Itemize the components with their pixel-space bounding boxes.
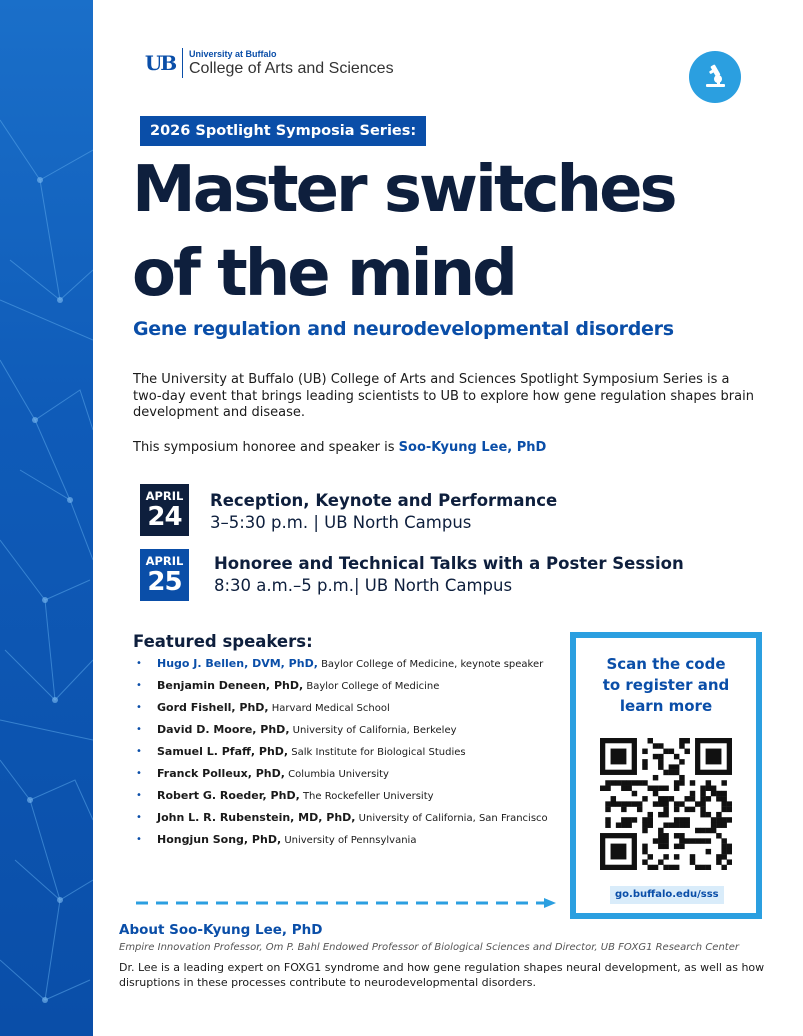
qr-module (690, 791, 695, 796)
qr-module (632, 780, 637, 785)
list-item (133, 768, 553, 781)
speaker-affiliation: Salk Institute for Biological Studies (288, 747, 466, 758)
qr-module (663, 749, 668, 754)
qr-module (605, 822, 610, 827)
event-text (210, 490, 557, 534)
qr-module (648, 854, 653, 859)
qr-module (679, 738, 684, 743)
qr-module (695, 828, 700, 833)
qr-module (679, 822, 684, 827)
qr-module (642, 828, 647, 833)
qr-module (648, 822, 653, 827)
qr-module (605, 801, 610, 806)
qr-module (632, 801, 637, 806)
speaker-affiliation: University of California, San Francisco (355, 813, 548, 824)
date-day: 24 (147, 501, 182, 532)
qr-module (700, 865, 705, 870)
list-item (133, 746, 553, 759)
qr-module (690, 796, 695, 801)
qr-module (706, 796, 711, 801)
qr-module (642, 817, 647, 822)
qr-module (721, 838, 726, 843)
qr-module (658, 801, 663, 806)
qr-module (700, 812, 705, 817)
qr-module (669, 796, 674, 801)
qr-module (674, 780, 679, 785)
qr-module (721, 796, 726, 801)
date-month: APRIL (145, 553, 184, 568)
qr-module (706, 812, 711, 817)
qr-module (658, 812, 663, 817)
qr-module (721, 854, 726, 859)
logo-text (189, 49, 394, 78)
qr-module (669, 770, 674, 775)
qr-module (690, 854, 695, 859)
qr-module (700, 807, 705, 812)
speakers-heading: Featured speakers: (133, 632, 313, 651)
qr-module (706, 849, 711, 854)
qr-module (642, 749, 647, 754)
register-heading-line: to register and (602, 676, 730, 694)
qr-module (621, 822, 626, 827)
qr-module (658, 828, 663, 833)
qr-module (679, 759, 684, 764)
qr-module (716, 791, 721, 796)
qr-module (642, 849, 647, 854)
qr-module (700, 801, 705, 806)
qr-module (621, 807, 626, 812)
event-detail: 3–5:30 p.m. | UB North Campus (210, 513, 472, 532)
qr-module (663, 807, 668, 812)
qr-module (658, 764, 663, 769)
list-item (133, 790, 553, 803)
qr-module (658, 796, 663, 801)
qr-module (690, 780, 695, 785)
speaker-name: Robert G. Roeder, PhD, (157, 789, 300, 802)
qr-module (679, 780, 684, 785)
qr-module (658, 838, 663, 843)
qr-module (690, 838, 695, 843)
qr-module (679, 817, 684, 822)
qr-module (653, 775, 658, 780)
qr-module (653, 838, 658, 843)
qr-module (679, 838, 684, 843)
qr-module (669, 749, 674, 754)
qr-module (695, 838, 700, 843)
qr-module (648, 865, 653, 870)
qr-module (727, 817, 732, 822)
dashed-arrow-icon (136, 896, 560, 910)
qr-module (679, 743, 684, 748)
qr-module (721, 791, 726, 796)
event-2 (140, 549, 684, 601)
qr-module (642, 822, 647, 827)
logo-divider (182, 48, 183, 78)
about-role: Empire Innovation Professor, Om P. Bahl Endowed Professor of Biological Sciences and Director, UB FOXG1 Research Center (119, 942, 739, 953)
qr-module (721, 780, 726, 785)
qr-module (663, 865, 668, 870)
qr-module (679, 833, 684, 838)
qr-module (706, 828, 711, 833)
qr-module (721, 849, 726, 854)
qr-module (663, 770, 668, 775)
qr-module (605, 817, 610, 822)
qr-code[interactable] (600, 738, 732, 870)
list-item (133, 702, 553, 715)
qr-module (700, 791, 705, 796)
qr-module (669, 865, 674, 870)
speaker-name: Hongjun Song, PhD, (157, 833, 282, 846)
qr-module (605, 786, 610, 791)
qr-module (653, 791, 658, 796)
qr-module (716, 796, 721, 801)
honoree-name: Soo-Kyung Lee, PhD (398, 440, 547, 455)
microscope-icon-glyph (700, 62, 730, 92)
qr-module (658, 754, 663, 759)
qr-module (658, 743, 663, 748)
qr-module (716, 833, 721, 838)
qr-module (716, 817, 721, 822)
qr-module (706, 786, 711, 791)
speaker-name: Gord Fishell, PhD, (157, 701, 269, 714)
qr-finder (611, 844, 627, 860)
qr-module (653, 754, 658, 759)
college-name: College of Arts and Sciences (189, 59, 394, 77)
qr-module (700, 828, 705, 833)
qr-module (653, 865, 658, 870)
qr-module (626, 822, 631, 827)
qr-module (663, 822, 668, 827)
qr-module (706, 838, 711, 843)
speaker-name: Samuel L. Pfaff, PhD, (157, 745, 289, 758)
qr-module (706, 865, 711, 870)
register-url-link[interactable]: go.buffalo.edu/sss (610, 886, 724, 904)
qr-module (721, 822, 726, 827)
qr-module (648, 738, 653, 743)
speaker-name: Hugo J. Bellen, DVM, PhD, (157, 657, 318, 670)
qr-module (684, 822, 689, 827)
qr-module (684, 817, 689, 822)
qr-module (690, 807, 695, 812)
qr-module (674, 786, 679, 791)
honoree-prefix: This symposium honoree and speaker is (133, 440, 399, 455)
qr-module (674, 770, 679, 775)
qr-module (663, 844, 668, 849)
qr-module (637, 780, 642, 785)
about-body: Dr. Lee is a leading expert on FOXG1 syndrome and how gene regulation shapes neural development, as well as how disruptions in these processes contribute to neurodevelopmental disorders. (119, 961, 765, 989)
qr-module (684, 749, 689, 754)
speaker-affiliation: University of Pennsylvania (281, 835, 417, 846)
subtitle: Gene regulation and neurodevelopmental disorders (133, 318, 674, 340)
date-badge (140, 484, 189, 536)
qr-module (669, 822, 674, 827)
qr-module (642, 759, 647, 764)
qr-module (700, 838, 705, 843)
qr-module (611, 796, 616, 801)
qr-module (711, 791, 716, 796)
event-detail: 8:30 a.m.–5 p.m.| UB North Campus (214, 576, 513, 595)
speaker-name: Benjamin Deneen, PhD, (157, 679, 304, 692)
honoree-line (133, 440, 546, 455)
qr-module (674, 833, 679, 838)
qr-module (674, 844, 679, 849)
qr-module (716, 812, 721, 817)
qr-module (721, 865, 726, 870)
qr-module (658, 833, 663, 838)
qr-module (690, 859, 695, 864)
qr-module (721, 807, 726, 812)
qr-module (653, 801, 658, 806)
qr-module (600, 786, 605, 791)
speaker-affiliation: The Rockefeller University (299, 791, 434, 802)
page-title (132, 148, 772, 316)
qr-module (674, 807, 679, 812)
qr-module (663, 838, 668, 843)
title-line-2: of the mind (132, 237, 515, 311)
qr-module (716, 854, 721, 859)
ub-logo-mark: UB (144, 51, 176, 75)
qr-module (727, 801, 732, 806)
qr-module (727, 849, 732, 854)
qr-module (621, 780, 626, 785)
title-line-1: Master switches (132, 153, 675, 227)
qr-module (700, 796, 705, 801)
list-item (133, 834, 553, 847)
qr-module (616, 822, 621, 827)
about-heading: About Soo-Kyung Lee, PhD (119, 922, 323, 938)
qr-module (648, 786, 653, 791)
qr-module (632, 817, 637, 822)
speaker-name: John L. R. Rubenstein, MD, PhD, (157, 811, 356, 824)
qr-module (663, 812, 668, 817)
qr-module (684, 838, 689, 843)
qr-module (711, 822, 716, 827)
qr-module (648, 812, 653, 817)
qr-module (658, 759, 663, 764)
qr-module (721, 844, 726, 849)
qr-module (642, 780, 647, 785)
qr-module (626, 780, 631, 785)
qr-module (653, 786, 658, 791)
qr-module (679, 844, 684, 849)
qr-module (653, 743, 658, 748)
event-1 (140, 484, 557, 536)
speaker-name: David D. Moore, PhD, (157, 723, 290, 736)
speaker-affiliation: Baylor College of Medicine (303, 681, 440, 692)
qr-module (621, 817, 626, 822)
qr-module (658, 786, 663, 791)
qr-module (605, 780, 610, 785)
qr-module (616, 801, 621, 806)
speaker-affiliation: Harvard Medical School (268, 703, 390, 714)
qr-module (669, 764, 674, 769)
list-item (133, 724, 553, 737)
qr-module (674, 754, 679, 759)
qr-module (711, 786, 716, 791)
qr-module (626, 786, 631, 791)
speaker-name: Franck Polleux, PhD, (157, 767, 285, 780)
qr-module (674, 854, 679, 859)
qr-module (626, 817, 631, 822)
qr-module (626, 801, 631, 806)
date-month: APRIL (145, 488, 184, 503)
qr-module (637, 801, 642, 806)
date-badge (140, 549, 189, 601)
qr-finder (706, 749, 722, 765)
qr-module (674, 822, 679, 827)
qr-module (679, 801, 684, 806)
qr-module (605, 807, 610, 812)
list-item (133, 812, 553, 825)
qr-module (611, 780, 616, 785)
qr-module (648, 817, 653, 822)
qr-module (695, 801, 700, 806)
qr-module (663, 796, 668, 801)
qr-module (621, 786, 626, 791)
qr-module (684, 796, 689, 801)
qr-module (663, 801, 668, 806)
series-label: 2026 Spotlight Symposia Series: (140, 116, 426, 146)
qr-module (706, 780, 711, 785)
event-title: Honoree and Technical Talks with a Poster Session (214, 554, 684, 573)
qr-module (679, 775, 684, 780)
event-text (214, 553, 684, 597)
qr-module (727, 859, 732, 864)
qr-module (632, 791, 637, 796)
qr-module (727, 807, 732, 812)
qr-module (642, 796, 647, 801)
qr-module (716, 859, 721, 864)
register-heading (576, 654, 756, 717)
speaker-affiliation: Columbia University (284, 769, 389, 780)
qr-module (611, 801, 616, 806)
qr-module (663, 833, 668, 838)
date-day: 25 (147, 566, 182, 597)
qr-module (642, 844, 647, 849)
qr-module (663, 854, 668, 859)
list-item (133, 680, 553, 693)
qr-module (674, 764, 679, 769)
qr-module (616, 780, 621, 785)
register-heading-line: learn more (619, 697, 713, 715)
microscope-icon (689, 51, 741, 103)
qr-module (721, 817, 726, 822)
qr-module (674, 817, 679, 822)
university-logo (142, 48, 394, 78)
qr-module (684, 807, 689, 812)
qr-finder (611, 749, 627, 765)
list-item (133, 658, 553, 671)
qr-module (621, 801, 626, 806)
qr-module (674, 801, 679, 806)
speakers-list (133, 658, 553, 856)
qr-module (658, 859, 663, 864)
qr-module (642, 859, 647, 864)
qr-module (663, 786, 668, 791)
qr-module (721, 801, 726, 806)
intro-paragraph: The University at Buffalo (UB) College of Arts and Sciences Spotlight Symposium Series is a two-day event that brings leading scientists to UB to explore how gene regulation shapes brain development and disease. (133, 372, 754, 420)
event-title: Reception, Keynote and Performance (210, 491, 558, 510)
qr-module (727, 844, 732, 849)
register-heading-line: Scan the code (606, 655, 726, 673)
qr-module (711, 817, 716, 822)
qr-module (642, 764, 647, 769)
side-decorative-band (0, 0, 93, 1036)
qr-module (711, 828, 716, 833)
qr-module (695, 865, 700, 870)
speaker-affiliation: Baylor College of Medicine, keynote speaker (317, 659, 544, 670)
qr-module (658, 844, 663, 849)
qr-module (674, 865, 679, 870)
qr-module (637, 807, 642, 812)
qr-module (700, 786, 705, 791)
university-name: University at Buffalo (189, 48, 277, 59)
speaker-affiliation: University of California, Berkeley (289, 725, 457, 736)
neural-network-pattern (0, 0, 93, 1036)
qr-module (716, 822, 721, 827)
qr-module (684, 738, 689, 743)
register-box (570, 632, 762, 919)
